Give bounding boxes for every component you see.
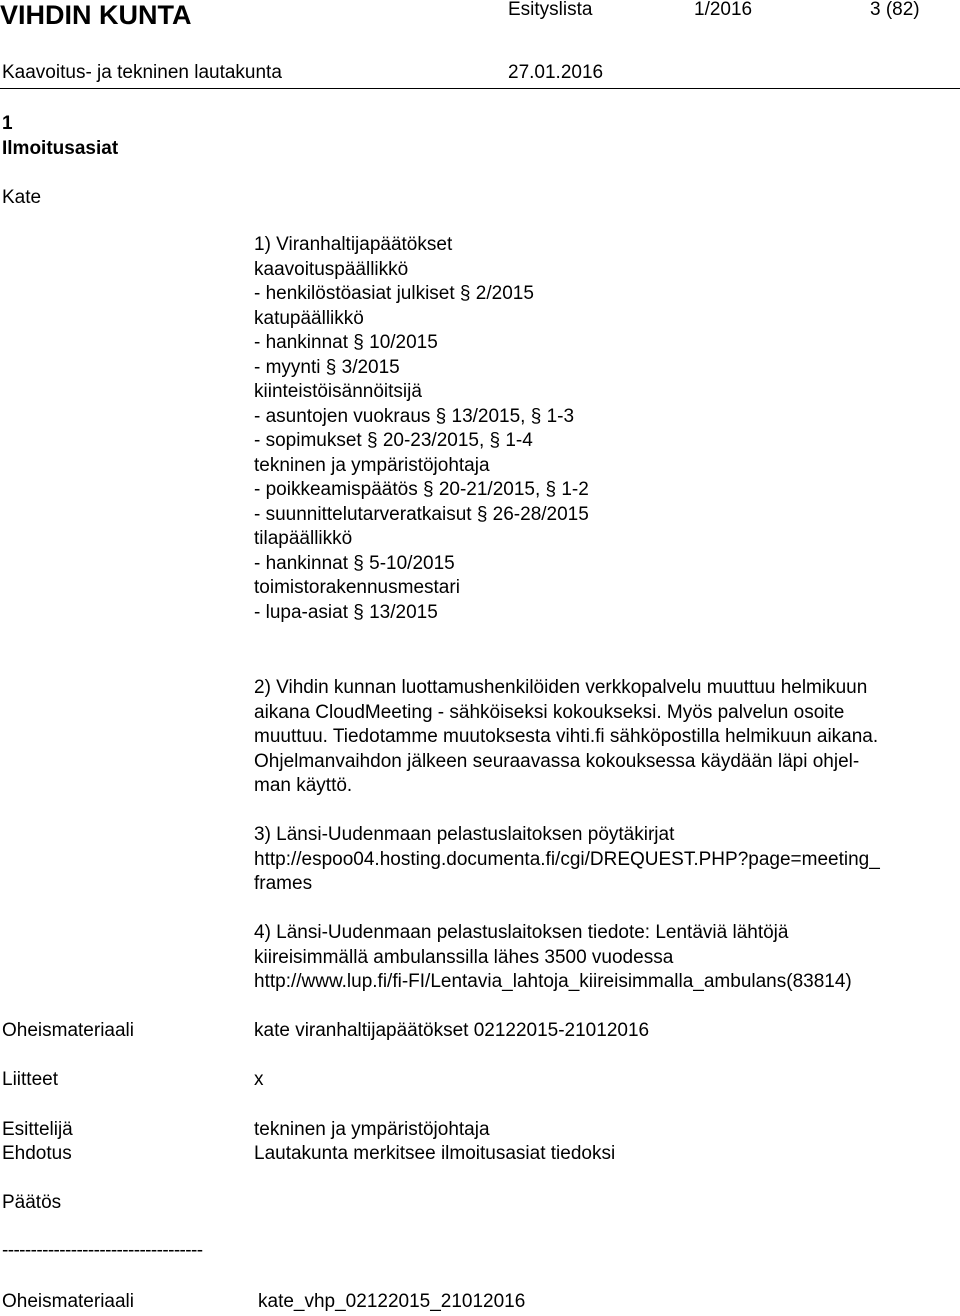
list-item: tilapäällikkö <box>254 528 353 549</box>
notice-2-paragraph <box>254 676 958 799</box>
notice-4-paragraph <box>254 921 958 995</box>
kate-label: Kate <box>2 187 42 208</box>
meeting-number: 1/2016 <box>694 0 753 20</box>
organization-name: VIHDIN KUNTA <box>0 0 192 30</box>
list-item: - sopimukset § 20-23/2015, § 1-4 <box>254 430 533 451</box>
decision-label: Päätös <box>2 1192 62 1213</box>
paragraph-line: 3) Länsi-Uudenmaan pelastuslaitoksen pöytäkirjat <box>254 824 675 845</box>
attachments-value: kate viranhaltijapäätökset 02122015-21012016 <box>254 1020 650 1041</box>
presenter-value: tekninen ja ympäristöjohtaja <box>254 1119 490 1140</box>
proposal-value: Lautakunta merkitsee ilmoitusasiat tiedoksi <box>254 1143 616 1164</box>
presenter-label: Esittelijä <box>2 1119 73 1140</box>
list-item: - asuntojen vuokraus § 13/2015, § 1-3 <box>254 405 575 427</box>
meeting-date: 27.01.2016 <box>508 62 604 83</box>
list-item: - poikkeamispäätös § 20-21/2015, § 1-2 <box>254 479 589 500</box>
document-type: Esityslista <box>508 0 593 20</box>
paragraph-line: kiireisimmällä ambulanssilla lähes 3500 vuodessa <box>254 946 674 968</box>
paragraph-line: 4) Länsi-Uudenmaan pelastuslaitoksen tiedote: Lentäviä lähtöjä <box>254 922 789 943</box>
notice-3-link-continued[interactable]: frames <box>254 873 313 894</box>
list-item: kaavoituspäällikkö <box>254 258 409 280</box>
attachments-2-label: Oheismateriaali <box>2 1291 134 1312</box>
list-item: kiinteistöisännöitsijä <box>254 381 422 402</box>
notice-4-link[interactable]: http://www.lup.fi/fi-FI/Lentavia_lahtoja_kiireisimmalla_ambulans(83814) <box>254 971 852 992</box>
list-item: - henkilöstöasiat julkiset § 2/2015 <box>254 283 534 304</box>
list-item: - suunnittelutarveratkaisut § 26-28/2015 <box>254 503 589 525</box>
list-item: - hankinnat § 10/2015 <box>254 332 438 353</box>
list-item: - hankinnat § 5-10/2015 <box>254 552 455 574</box>
paragraph-line: 2) Vihdin kunnan luottamushenkilöiden verkkopalvelu muuttuu helmikuun <box>254 677 868 698</box>
appendices-value: x <box>254 1069 264 1090</box>
item-title: Ilmoitusasiat <box>2 138 119 159</box>
notice-3-link[interactable]: http://espoo04.hosting.documenta.fi/cgi/DREQUEST.PHP?page=meeting_ <box>254 848 880 870</box>
notice-3-paragraph <box>254 823 958 897</box>
list-item: - myynti § 3/2015 <box>254 356 400 378</box>
proposal-label: Ehdotus <box>2 1143 72 1164</box>
attachments-label: Oheismateriaali <box>2 1020 134 1041</box>
decisions-list <box>254 233 589 625</box>
list-item: tekninen ja ympäristöjohtaja <box>254 454 490 476</box>
list-item: toimistorakennusmestari <box>254 577 460 598</box>
attachments-2-value: kate_vhp_02122015_21012016 <box>258 1291 526 1312</box>
page-number: 3 (82) <box>870 0 920 20</box>
item-number: 1 <box>2 113 13 134</box>
committee-name: Kaavoitus- ja tekninen lautakunta <box>2 62 282 83</box>
appendices-label: Liitteet <box>2 1069 58 1090</box>
list-item: 1) Viranhaltijapäätökset <box>254 234 453 255</box>
paragraph-line: aikana CloudMeeting - sähköiseksi kokoukseksi. Myös palvelun osoite <box>254 701 845 723</box>
paragraph-line: muuttuu. Tiedotamme muutoksesta vihti.fi sähköpostilla helmikuun aikana. <box>254 726 879 747</box>
list-item: katupäällikkö <box>254 307 364 329</box>
header-divider <box>0 88 960 89</box>
list-item: - lupa-asiat § 13/2015 <box>254 601 438 623</box>
paragraph-line: man käyttö. <box>254 775 353 796</box>
separator-line: ----------------------------------- <box>2 1240 203 1261</box>
paragraph-line: Ohjelmanvaihdon jälkeen seuraavassa kokouksessa käydään läpi ohjel- <box>254 750 860 772</box>
